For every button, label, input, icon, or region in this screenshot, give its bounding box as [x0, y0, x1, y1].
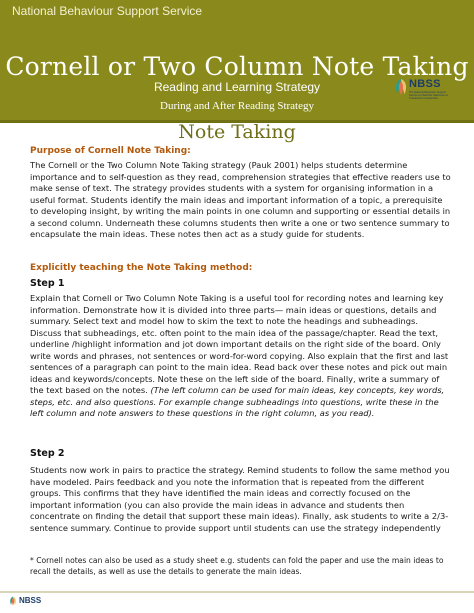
study-sheet-note: [30, 556, 452, 577]
page-title: Cornell or Two Column Note Taking: [5, 52, 469, 81]
footer-logo-text: NBSS: [19, 596, 42, 605]
section-title: Note Taking: [178, 121, 296, 143]
step1-text: Explain that Cornell or Two Column Note Taking is a useful tool for recording notes and learning key information. Demonstrate how it is divided into three parts— main ideas or questions, details and summary. Select text and model how to skim the text to note the headings and subheadings. Discuss that subheadings, etc. often point to the main idea of the passage/chapter. Read the text, underline /highlight information and jot down important details on the right side of the board. Only write words and phrases, not sentences or word-for-word copying. Also explain that the first and last sentences of a paragraph can point to the main idea. Read back over these notes and pick out main ideas and keywords/concepts. Note these on the left side of the board. Finally, write a summary of the text based on the notes.: [30, 293, 449, 395]
step1-italic-text: (The left column can be used for main ideas, key concepts, key words, steps, etc. and also questions. For example change subheadings into questions, write these in the left column and note answers to these questions in the right column, as you read).: [30, 385, 445, 418]
purpose-paragraph: The Cornell or the Two Column Note Taking strategy (Pauk 2001) helps students determine importance and to self-question as they read, comprehension strategies that effective readers use to make sense of text. The strategy provides students with a system for organising information in a useful format. Students identify the main ideas and important information of a topic, a prerequisite to developing insight, by writing the main points in one column and supporting or essential details in a second column. Underneath these columns students then write a one or two sentence summary to encapsulate the main ideas. These notes then act as a study guide for students.: [30, 160, 451, 239]
footer-logo: [8, 595, 48, 609]
step1-heading: Step 1: [30, 278, 65, 289]
footer-logo-icon: [8, 596, 18, 606]
step2-heading: Step 2: [30, 448, 65, 459]
service-name: National Behaviour Support Service: [12, 4, 203, 18]
page-subtitle: Reading and Learning Strategy: [153, 80, 321, 94]
purpose-heading: Purpose of Cornell Note Taking:: [30, 146, 191, 156]
note-text: Cornell notes can also be used as a study sheet e.g. students can fold the paper and use the main ideas to recall the details, as well as use the details to generate the main ideas.: [30, 556, 444, 576]
note-bullet: *: [30, 556, 34, 565]
explicit-teaching-heading: Explicitly teaching the Note Taking method:: [30, 263, 253, 273]
step2-paragraph: Students now work in pairs to practice the strategy. Remind students to follow the same method you have modeled. Pairs feedback and you note the information that is repeated from the different groups. This confirms that they have identified the main ideas and correctly focused on the important information (you can also provide the main ideas in advance and students then concentrate on finding the detail that support these main ideas). Finally, ask students to write a 2/3-sentence summary. Continue to provide support until students can use the strategy independently: [30, 465, 450, 533]
page-subtitle-secondary: During and After Reading Strategy: [160, 100, 314, 112]
logo-subtext: The National Behaviour Support Service An tSeirbhís Náisiúnta um Thacaíocht Iompraíochta: [409, 91, 449, 100]
step1-paragraph: [30, 293, 452, 420]
nbss-logo-icon: [392, 78, 410, 96]
nbss-logo: [392, 76, 452, 106]
footer-divider: [0, 591, 474, 593]
logo-name: NBSS: [409, 78, 441, 90]
